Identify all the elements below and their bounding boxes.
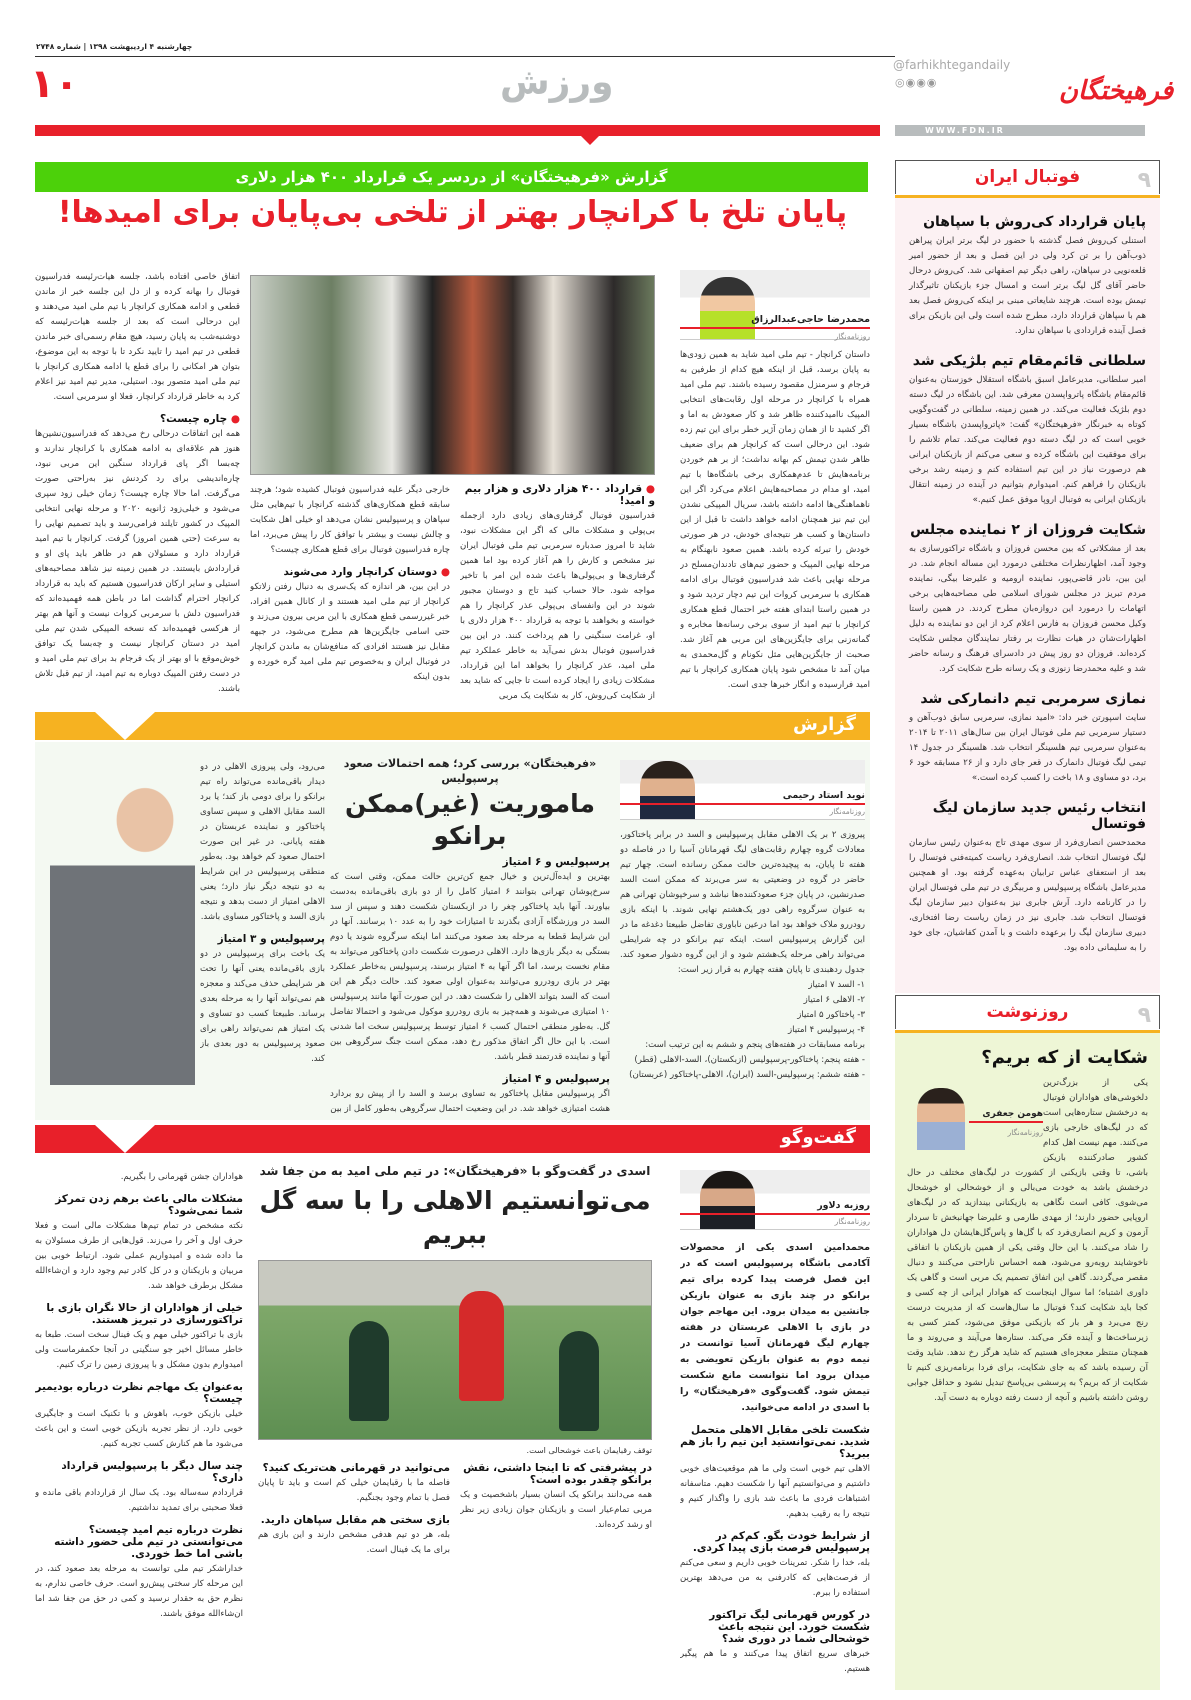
report-column-3: می‌رود، ولی پیروزی الاهلی در دو دیدار باقی‌مانده می‌تواند راه تیم برانکو را برای دومی باز کند؛ یا برد السد مقابل الاهلی و سپس تساوی پاختاکور و نماینده عربستان در هفته پایانی. در غیر این صورت احتمال صعود کم خواهد بود. به‌طور منطقی پرسپولیس در این شرایط به دو نتیجه دیگر نیاز دارد؛ یعنی الاهلی امتیاز از دست بدهد و نتیجه بازی السد و پاختاکور مساوی باشد. پرسپولیس و ۳ امتیاز یک باخت برای پرسپولیس در دو بازی باقی‌مانده یعنی آنها را تحت هر شرایطی حذف می‌کند و معجزه هم نمی‌تواند آنها را به مرحله بعدی برساند. طبیعتا کسب دو تساوی و یک امتیاز هم نمی‌تواند راهی برای صعود پرسپولیس به دور بعدی باز کند. — [200, 762, 325, 1064]
interview-author-block — [680, 1170, 870, 1230]
subhead-friends: ● دوستان کرانچار وارد می‌شوند — [283, 566, 450, 578]
report-column-2: پرسپولیس و ۶ امتیاز بهترین و ایده‌آل‌ترین و خیال جمع کن‌ترین حالت ممکن، وقتی است که سرخ‌پوشان تهرانی بتوانند ۶ امتیاز کامل را از دو بازی باقی‌مانده به‌دست بیاورند. آنها باید پاختاکور چغر را در ازبکستان شکست دهند و سپس از سد السد در ورزشگاه آزادی بگذرند تا امتیازات خود را به عدد ۱۰ برسانند. آنها در این شرایط قطعا به مرحله بعد صعود می‌کنند اما اینکه سرگروه شوند یا دوم بستگی به دیگر بازی‌ها دارد. الاهلی درصورت شکست دادن پاختاکور می‌تواند به مقام نخست برسد، اما اگر آنها به ۴ امتیاز برسند، پرسپولیس به‌خاطر عملکرد بهتر در بازی رودررو می‌توانند به‌عنوان اولی صعود کند. حالت دیگر هم این است که السد بتواند الاهلی را شکست دهد. در این صورت آنها مانند پرسپولیس ۱۰ امتیازی می‌شوند و همه‌چیز به بازی رودررو موکول می‌شود و احتمالا تفاضل گل. به‌طور منطقی احتمال کسب ۶ امتیاز توسط پرسپولیس سخت اما شدنی است. با این حال اگر اتفاق مذکور رخ دهد، ممکن است جنگ سرگروهی بین آنها و نماینده قدرتمند قطر باشد. پرسپولیس و ۴ امتیاز اگر پرسپولیس مقابل پاختاکور به تساوی برسد و السد را از پیش رو بردارد هشت امتیازی خواهد شد. در این وضعیت احتمال سرگروهی به‌طور کامل از بین — [330, 856, 610, 1114]
author-role: روزنامه‌نگار — [834, 1217, 870, 1226]
author-name: نوید استاد رحیمی — [620, 790, 865, 805]
standings-1: ۱- السد ۷ امتیاز — [808, 980, 865, 990]
interview-right-column — [680, 1240, 870, 1695]
interview-center — [250, 1163, 660, 1695]
report-center — [330, 756, 610, 1114]
article-column-2: ● قرارداد ۴۰۰ هزار دلاری و هزار بیم و امید! فدراسیون فوتبال گرفتاری‌های زیادی دارد ازجمله بی‌پولی و مشکلات مالی که اگر این مشکلات نبود، شاید تا امروز صدباره سرمربی تیم ملی فوتبال ایران نیز مشخص و کارش را هم آغاز کرده بود اما همین گرفتاری‌ها و بی‌پولی‌ها باعث شده این امر با تاخیر مواجه شود. حالا حساب کنید تاج و دوستان مجبور شوند در این وانفسای بی‌پولی عذر کرانچار را هم خواسته و بخواهند با توجه به قرارداد ۴۰۰ هزار دلاری با او، غرامت سنگینی را هم پرداخت کنند. در این بین فدراسیون فوتبال بدش نمی‌آید به خاطر عملکرد تیم ملی امید، عذر کرانچار را بخواهد اما این قرارداد، مشکلات زیادی را ایجاد کرده است تا جایی که شاید بعد از شکایت کی‌روش، کار به شکایت یک مربی — [460, 483, 655, 701]
coach-photo — [50, 780, 195, 1085]
social-icons: ◎◉◉◉ — [895, 76, 938, 89]
subhead-contract: ● قرارداد ۴۰۰ هزار دلاری و هزار بیم و امید! — [464, 483, 655, 507]
main-headline: پایان تلخ با کرانچار بهتر از تلخی بی‌پایان برای امیدها! — [57, 195, 848, 230]
interview-lead: محمدامین اسدی یکی از محصولات آکادمی باشگاه پرسپولیس است که در این فصل فرصت پیدا کرده برای تیم برانکو در چند بازی به عنوان بازیکن جانشین به میدان برود. این مهاجم جوان در بازی با الاهلی عربستان در هفته چهارم لیگ قهرمانان آسیا توانست در نیمه دوم به عنوان بازیکن تعویضی به میدان برود اما نتوانست مانع شکست تیمش شود. گفت‌وگوی «فرهیختگان» را با اسدی در ادامه می‌خوانید. — [680, 1242, 870, 1413]
standings-4: ۴- پرسپولیس ۴ امتیاز — [787, 1025, 865, 1035]
column-author — [913, 1076, 1043, 1150]
news-headline: شکایت فروزان از ۲ نماینده مجلس — [910, 522, 1146, 538]
interview-column-a: شکست تلخی مقابل الاهلی متحمل شدید. نمی‌توانستید این تیم را باز هم ببرید؟ الاهلی تیم خوبی است ولی ما هم موقعیت‌های خوبی داشتیم و می‌توانستیم آنها را شکست دهیم. متاسفانه اشتباهات فردی ما باعث شد بازی را واگذار کنیم و نتیجه را به رقیب بدهیم. از شرایط خودت بگو. کم‌کم در پرسپولیس فرصت بازی پیدا کردی. بله، خدا را شکر. تمرینات خوبی داریم و سعی می‌کنم از فرصت‌هایی که کادرفنی به من می‌دهد بهترین استفاده را ببرم. در کورس قهرمانی لیگ تراکتور شکست خورد. این نتیجه باعث خوشحالی شما در دوری شد؟ خبرهای سریع اتفاق پیدا می‌کنند و ما هم پیگیر هستیم. — [680, 1424, 870, 1674]
kicker-bar — [35, 162, 868, 192]
newspaper-logo: فرهیختگان — [1058, 76, 1174, 106]
author-block — [680, 270, 870, 340]
author-role: روزنامه‌نگار — [1007, 1128, 1043, 1137]
red-rule-notch — [580, 135, 600, 145]
standings-2: ۲- الاهلی ۶ امتیاز — [803, 995, 865, 1005]
player-green — [349, 1321, 389, 1421]
header-rule — [35, 56, 895, 57]
player-green — [559, 1331, 599, 1431]
match-photo — [258, 1260, 652, 1440]
interview-center-columns — [250, 1462, 660, 1695]
interview-band-label: گفت‌وگو — [780, 1127, 856, 1148]
player-red — [459, 1291, 504, 1401]
main-kicker: گزارش «فرهیختگان» از دردسر یک قرارداد ۴۰۰ هزار دلاری — [235, 168, 668, 186]
subhead-solution: ● چاره چیست؟ — [160, 413, 240, 425]
report-band — [35, 712, 870, 740]
issue-date: چهارشنبه ۴ اردیبهشت ۱۳۹۸ | شماره ۲۷۴۸ — [36, 42, 193, 51]
section-title: ورزش — [500, 62, 614, 103]
author-name: روزبه دلاور — [680, 1200, 870, 1215]
band-notch — [95, 712, 155, 740]
column-title: روزنوشت — [986, 1002, 1069, 1022]
news-headline: انتخاب رئیس جدید سازمان لیگ فوتسال — [932, 800, 1146, 832]
news-headline: نمازی سرمربی تیم دانمارکی شد — [920, 691, 1146, 707]
social-handle: @farhikhtegandaily — [893, 58, 1011, 72]
interview-headline: می‌توانستیم الاهلی را با سه گل ببریم — [259, 1186, 651, 1249]
news-headline: پایان قرارداد کی‌روش با سپاهان — [923, 214, 1146, 230]
author-role: روزنامه‌نگار — [829, 807, 865, 816]
photo-caption: توقف رقبایمان باعث خوشحالی است. — [526, 1446, 652, 1455]
interview-kicker: اسدی در گفت‌وگو با «فرهیختگان»: در تیم ملی امید به من جفا شد — [259, 1164, 651, 1178]
interview-column-b: در پیشرفتی که تا اینجا داشتی، نقش برانکو چقدر بوده است؟ همه می‌دانند برانکو یک انسان بسیار باشخصیت و یک مربی تمام‌عیار است و بازیکنان جوان زیادی زیر نظر او رشد کرده‌اند. — [460, 1462, 652, 1530]
section-icon: ٩ — [1137, 168, 1151, 193]
author-name: محمدرضا حاجی‌عبدالرزاق — [680, 314, 870, 329]
page-number: ۱۰ — [30, 61, 79, 107]
report-author-block — [620, 760, 865, 820]
author-name: هومن جعفری — [969, 1108, 1043, 1123]
report-kicker: «فرهیختگان» بررسی کرد؛ همه احتمالات صعود پرسپولیس — [343, 757, 597, 785]
section-icon: ٩ — [1137, 1003, 1151, 1028]
interview-band — [35, 1125, 870, 1153]
column-header — [895, 995, 1160, 1029]
website-bar — [895, 125, 1145, 136]
article-photo — [250, 275, 655, 475]
article-column-1: داستان کرانچار - تیم ملی امید شاید به همین زودی‌ها به پایان برسد، قبل از اینکه هیچ کدام از طرفین به فرجام و سرمنزل مقصود رسیده باشند. تیم ملی امید همراه با کرانچار در مرحله اول رقابت‌های انتخابی المپیک ناامیدکننده ظاهر شد و کار صعودش به اما و اگر کشید تا از همان زمان آژیر خطر برای این تیم زده شود. این درحالی است که کرانچار هم برای ضعیف ظاهر شدن تیمش کم بهانه نداشت؛ از بر هم خوردن برنامه‌هایش تا عدم‌همکاری برخی باشگاه‌ها با تیم امید، او مدام در مصاحبه‌هایش اعلام می‌کرد اگر این ناهماهنگی‌ها ادامه داشته باشد، سریال المپیکی نشدن این تیم نیز همچنان ادامه خواهد داشت تا قبل از این داستان‌ها و کسب هر نتیجه‌ای خودش، در هر صورتی خودش را تبرئه کرده باشد. همین صعود نابهنگام به مرحله نهایی المپیک و حضور تیم‌های تادندان‌مسلح در مرحله نهایی باعث شد فدراسیون فوتبال برای ادامه همکاری با سرمربی کروات این تیم دچار تردید شود و در همین راستا ابتدای هفته خبر احتمال قطع همکاری کرانچار با تیم امید از سوی برخی رسانه‌ها مخابره و گمانه‌زنی برای جایگزین‌های این مربی هم آغاز شد. صحبت از جایگزین‌هایی مثل نکونام و گل‌محمدی به میان آمد تا مشخص شود پایان همکاری کرانچار با تیم امید فرارسیده و انگار خبرها جدی است. — [680, 350, 870, 690]
column-body: یکی از بزرگ‌ترین دلخوشی‌های هواداران فوتبال به درخشش ستاره‌هایی است که در لیگ‌های خارجی بازی می‌کنند. مهم نیست اهل کدام کشور صادرکننده بازیکن باشی، تا وقتی بازیکنی از کشورت در لیگ‌های مختلف در حال درخشش باشد به خودت می‌بالی و از خوشحالی او خوشحال می‌شوی. کافی است نگاهی به بازیکنانی بیندازید که در لیگ‌های اروپایی حضور دارند؛ از مهدی طارمی و علیرضا جهانبخش تا سردار آزمون و کریم انصاری‌فرد که با گل‌ها و پاس‌گل‌هایشان دل هواداران را شاد می‌کنند. با این حال وقتی یکی از همین بازیکنان با اتفاقی ناخوشایند روبه‌رو می‌شود، همه احساس ناراحتی می‌کنند و دنبال مقصر می‌گردند. گاهی این اتفاق تصمیم یک مربی است و گاهی یک داوری اشتباه؛ اما سوال اینجاست که هوادار ایرانی از چه کسی و کجا باید شکایت کند؟ فوتبال ما سال‌هاست که از مدیریت درست رنج می‌برد و هر بار که بازیکنی موفق می‌شود، کمتر کسی به زیرساخت‌ها و آینده فکر می‌کند. ستاره‌ها می‌آیند و می‌روند و ما همچنان منتظر معجزه‌ای هستیم که شاید هرگز رخ ندهد. شاید وقت آن رسیده باشد که به جای شکایت، برای فردا برنامه‌ریزی کنیم تا شکایت از که بریم؟ به پرسشی بی‌پاسخ تبدیل نشود و حداقل جوابی روشن داشته باشیم و آنچه از دست رفته دوباره به دست آید. — [907, 1078, 1148, 1403]
interview-column-c: می‌توانید در قهرمانی هت‌تریک کنید؟ فاصله ما با رقبایمان خیلی کم است و باید تا پایان فصل با تمام وجود بجنگیم. بازی سختی هم مقابل سپاهان دارید. بله، هر دو تیم هدفی مشخص دارند و این بازی هم برای ما یک فینال است. — [258, 1462, 450, 1555]
column-box — [895, 1033, 1160, 1690]
column-headline: شکایت از که بریم؟ — [981, 1047, 1148, 1068]
report-headline: ماموریت (غیر)ممکن برانکو — [345, 789, 595, 850]
band-notch — [95, 1125, 155, 1153]
standings-3: ۳- پاختاکور ۵ امتیاز — [797, 1010, 865, 1020]
article-column-4: اتفاق خاصی افتاده باشد، جلسه هیات‌رئیسه فدراسیون فوتبال را بهانه کرده و از دل این جلسه خبر از ماندن قطعی و ادامه همکاری کرانچار با تیم ملی امید می‌دهند و این درحالی است که بعد از جلسه هیات‌رئیسه که دوشنبه‌شب به پایان رسید، هیچ مقام رسمی‌ای خبر ماندن قطعی در تیم امید را تایید نکرد تا با توجه به این موضوع، بتوان هر امکانی را برای قطع یا ادامه همکاری کرانچار با تیم ملی امید متصور بود. استیلی، مدیر تیم امید نیز اعلام کرد به خاطر قرارداد کرانچار، فعلا او سرمربی است. ● چاره چیست؟ همه این اتفاقات درحالی رخ می‌دهد که فدراسیون‌نشین‌ها هنوز هم علاقه‌ای به ادامه همکاری با کرانچار ندارند و چه‌بسا اگر پای قرارداد سنگین این مربی نبود، چاره‌اندیشی برای رد کردنش نیز به‌راحتی صورت می‌گرفت. اما حالا چاره چیست؟ زمان خیلی زود سپری می‌شود و خیلی‌زود ژانویه ۲۰۲۰ و مرحله نهایی انتخابی المپیک در کشور تایلند فرامی‌رسد و باید تصمیم نهایی را به سرعت (حتی همین امروز) گرفت. کرانچار با تیم امید قرارداد دارد و مسئولان هم در ظاهر باید پای او و قراردادش بایستند. در همین زمینه نیز شاهد مصاحبه‌های استیلی و سایر ارکان فدراسیون هستیم که باید به قرارداد کرانچار احترام گذاشت اما در باطن همه فهمیده‌اند که فدراسیون دلش با سرمربی کروات نیست و آنها هم بهتر از هرکسی فهمیده‌اند که نسخه المپیکی شدن تیم ملی امید در دستان کرانچار نیست و چه‌بسا یک توافق خوش‌موقع با او بهتر از یک فرجام بد برای تیم ملی امید و در دست رفتن المپیک دوباره به تیم امید، از تیم قبل تلاش باشند. — [35, 272, 240, 694]
news-headline: سلطانی قائم‌مقام تیم بلژیکی شد — [912, 353, 1146, 369]
sidebar-header — [895, 160, 1160, 194]
author-photo — [700, 277, 755, 339]
author-role: روزنامه‌نگار — [834, 332, 870, 341]
sidebar-news: پایان قرارداد کی‌روش با سپاهان استنلی کی‌روش فصل گذشته با حضور در لیگ برتر ایران پیراهن ذوب‌آهن را بر تن کرد ولی در این فصل و بعد از حضور امیر قلعه‌نویی در سپاهان، راهی دیگر تیم اصفهانی شد. کی‌روش درحال حاضر آقای گل لیگ برتر است و امسال جزء بازیکنان تاثیرگذار تیمش بوده است. هرچند شایعاتی مبنی بر اینکه کی‌روش فصل بعد هم با سپاهان قرارداد دارد، مطرح شده است ولی این بازیکن برای فصل آینده قراردادی با سپاهان ندارد. سلطانی قائم‌مقام تیم بلژیکی شد امیر سلطانی، مدیرعامل اسبق باشگاه استقلال خوزستان به‌عنوان قائم‌مقام باشگاه پاترواپسدن معرفی شد. این باشگاه در لیگ دسته دوم بلژیک فعالیت می‌کند. در همین زمینه، سلطانی در گفت‌وگویی کوتاه به خبرنگار «فرهیختگان» گفت: «پاترواپسدن باشگاه بسیار خوبی است که در لیگ دسته دوم فعالیت می‌کند. تمام تلاشم را برای موفقیت این باشگاه کرده و سعی می‌کنم از بازیکنان ایرانی هم درصورت نیاز در این تیم استفاده کنم و زمینه رشد برخی بازیکنان را فراهم کنم. امیدوارم بتوانیم در آینده در زمینه انتقال بازیکنان ایرانی به فوتبال اروپا موفق عمل کنیم.» شکایت فروزان از ۲ نماینده مجلس بعد از مشکلاتی که بین محسن فروزان و باشگاه تراکتورسازی به وجود آمد، اظهارنظرات مختلفی درمورد این مساله انجام شد. در این بین، نادر قاضی‌پور، نماینده ارومیه و علیرضا بیگی، نماینده مردم تبریز در مجلس شورای اسلامی طی مصاحبه‌هایی برخی اتهامات را درمورد این دروازه‌بان مطرح کردند. در همین راستا وکیل محسن فروزان به فارس اعلام کرد از این دو نماینده به دلیل اظهارات‌شان در هیات نظارت بر رفتار نمایندگان مجلس شکایت کرده‌اند. فروزان دو روز پیش در دادسرای فرهنگ و رسانه حاضر شد و علیه محمدرضا زنوزی و یک رسانه طرح شکایت کرد. نمازی سرمربی تیم دانمارکی شد سایت اسپورتن خبر داد: «امید نمازی، سرمربی سابق ذوب‌آهن و دستیار سرمربی تیم ملی فوتبال ایران بین سال‌های ۲۰۱۱ تا ۲۰۱۴ به‌عنوان سرمربی تیم هلسینگر انتخاب شد. هلسینگر در جدول ۱۴ تیمی لیگ فوتبال دانمارک در قعر جای دارد و از ۲۶ مسابقه خود ۶ برد، دو مساوی و ۱۸ باخت را کسب کرده است.» انتخاب رئیس جدید سازمان لیگ فوتسال محمدحسن انصاری‌فرد از سوی مهدی تاج به‌عنوان رئیس سازمان لیگ فوتسال انتخاب شد. انصاری‌فرد ریاست کمیته‌فنی فوتسال را بعد از استعفای عباس ترابیان به‌عهده گرفته بود. او همچنین مدیرعامل باشگاه پرسپولیس و مربیگری در تیم ملی فوتسال ایران را در کارنامه دارد. آرش جابری نیز به‌عنوان دبیر سازمان لیگ فوتسال انتخاب شد. جابری نیز در زمان ریاست رضا افتخاری، دبیری سازمان لیگ را برعهده داشت و با آمدن کفاشیان، جای خود را به سلیمانی داده بود. — [895, 198, 1160, 993]
article-column-3: خارجی دیگر علیه فدراسیون فوتبال کشیده شود؛ هرچند سابقه قطع همکاری‌های گذشته کرانچار با تیم‌هایی مثل سپاهان و پرسپولیس نشان می‌دهد او خیلی اهل شکایت و چالش نیست و بیشتر با توافق کار را پیش می‌برد، اما چاره فدراسیون فوتبال برای قطع همکاری چیست؟ ● دوستان کرانچار وارد می‌شوند در این بین، هر اندازه که یک‌سری به دنبال رفتن زلاتکو کرانچار از تیم ملی امید هستند و از کانال همین افراد، خبر غیررسمی قطع همکاری با این مربی بیرون می‌زند و حتی اسامی جایگزین‌ها هم مطرح می‌شود، در جبهه مقابل نیز هستند افرادی که منافع‌شان به ماندن کرانچار در فوتبال ایران و به‌خصوص تیم ملی امید گره خورده و بدون اینکه — [250, 485, 450, 682]
report-band-label: گزارش — [792, 714, 856, 735]
red-rule — [35, 125, 880, 136]
website-url: WWW.FDN.IR — [925, 126, 1005, 135]
sidebar-title: فوتبال ایران — [974, 167, 1081, 187]
author-photo — [917, 1088, 965, 1150]
interview-column-d: هواداران جشن قهرمانی را بگیریم. مشکلات مالی باعث برهم زدن تمرکز شما نمی‌شود؟ نکته مشخص در تمام تیم‌ها مشکلات مالی است و فعلا حرف اول و آخر را می‌زند. قول‌هایی از طرف مسئولان به ما داده شده و امیدواریم عملی شود. ارتباط خوبی بین مربیان و بازیکنان و در کل کادر تیم وجود دارد و ان‌شاءالله مشکل برطرف خواهد شد. خیلی از هواداران از حالا نگران بازی با تراکتورسازی در تبریز هستند. بازی با تراکتور خیلی مهم و یک فینال سخت است. طبعا به خاطر مسائل اخیر جو سنگینی در آنجا حکمفرماست ولی امیدوارم بدون مشکل و با پیروزی زمین را ترک کنیم. به‌عنوان یک مهاجم نظرت درباره بودیمیر چیست؟ خیلی بازیکن خوب، باهوش و با تکنیک است و جایگیری خوبی دارد. از نظر تجربه بازیکن خوبی است و این باعث می‌شود ما هم کنارش کسب تجربه کنیم. چند سال دیگر با پرسپولیس قرارداد داری؟ قراردادم سه‌ساله بود. یک سال از قراردادم باقی مانده و فعلا صحبتی برای تمدید نداشتیم. نظرت درباره تیم امید چیست؟ می‌توانستی در تیم ملی حضور داشته باشی اما خط خوردی. خداراشکر تیم ملی توانست به مرحله بعد صعود کند، در این مرحله کار سختی پیش‌رو است. حرف خاصی ندارم، به نظرم حق به حقدار نرسید و کمی در حق من جفا شد اما ان‌شاءالله موفق باشند. — [35, 1172, 243, 1619]
report-column-1: پیروزی ۲ بر یک الاهلی مقابل پرسپولیس و السد در برابر پاختاکور، معادلات گروه چهارم رقابت‌های لیگ قهرمانان آسیا را در فاصله دو هفته تا پایان، به پیچیده‌ترین حالت ممکن رسانده است. چهار تیم حاضر در گروه در وضعیتی به سر می‌برند که ممکن است السد صدرنشین، در پایان جزء صعودکننده‌ها نباشد و سرخپوشان تهرانی هم به عنوان سرگروه راهی دور یک‌هشتم نهایی شوند. با اینکه بازی رودررو ملاک خواهد بود اما درعین ناباوری تفاضل طبیعتا دغدغه ما در این گزارش پرسپولیس است. اینکه تیم برانکو در چه شرایطی می‌تواند راهی مرحله یک‌هشتم شود و از این گروه دشوار صعود کند. جدول ردهبندی تا پایان هفته چهارم به قرار زیر است: ۱- السد ۷ امتیاز ۲- الاهلی ۶ امتیاز ۳- پاختاکور ۵ امتیاز ۴- پرسپولیس ۴ امتیاز برنامه مسابقات در هفته‌های پنجم و ششم به این ترتیب است: - هفته پنجم: پاختاکور-پرسپولیس (ازبکستان)، السد-الاهلی (قطر) - هفته ششم: پرسپولیس-السد (ایران)، الاهلی-پاختاکور (عربستان) — [620, 830, 865, 1080]
